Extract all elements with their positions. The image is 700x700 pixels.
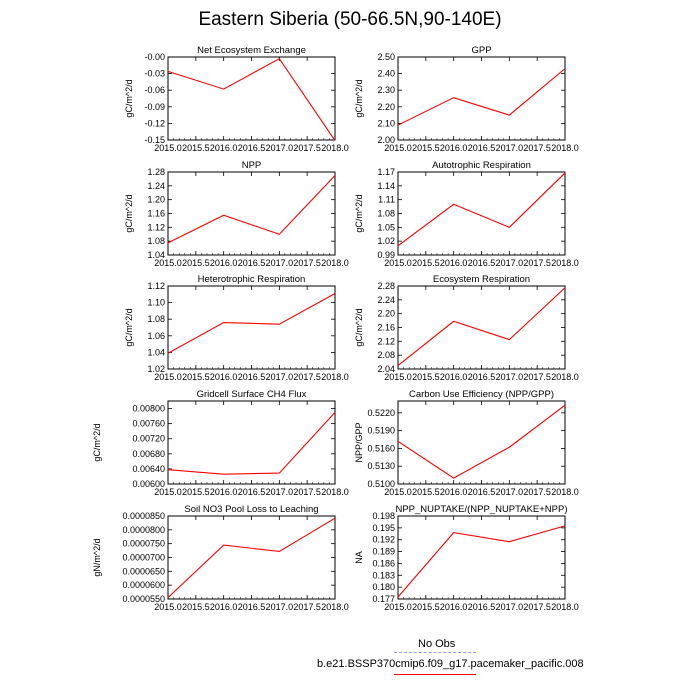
y-tick-label: 0.00760 (132, 418, 165, 429)
chart-panel-0 (124, 45, 349, 153)
chart-panel-9 (354, 504, 579, 612)
x-tick-label: 2015.5 (412, 372, 440, 382)
y-tick-label: 0.00800 (132, 403, 165, 414)
y-tick-label: -0.03 (144, 68, 165, 79)
x-tick-label: 2016.0 (209, 372, 238, 382)
y-tick-label: 1.05 (377, 222, 395, 233)
y-tick-label: 1.12 (147, 281, 165, 291)
y-tick-label: 0.177 (372, 594, 395, 604)
x-tick-label: 2017.5 (523, 487, 551, 497)
y-tick-label: 0.186 (372, 558, 395, 569)
x-tick-label: 2018.0 (551, 487, 579, 497)
x-tick-label: 2015.5 (412, 487, 440, 497)
y-axis-label: gC/m^2/d (124, 194, 134, 233)
y-tick-label: 0.180 (372, 582, 395, 593)
y-tick-label: 2.20 (377, 308, 395, 319)
x-tick-label: 2015.0 (384, 258, 412, 268)
chart-panel-3 (354, 160, 579, 268)
x-tick-label: 2015.0 (384, 372, 412, 382)
x-tick-label: 2015.0 (154, 258, 182, 268)
y-tick-label: 0.195 (372, 522, 395, 533)
y-tick-label: 2.04 (377, 364, 395, 374)
y-tick-label: 1.12 (147, 222, 165, 233)
y-tick-label: -0.09 (144, 101, 165, 112)
x-tick-label: 2016.5 (237, 258, 266, 268)
x-tick-label: 2017.5 (293, 143, 321, 153)
y-axis-label: gN/m^2/d (92, 538, 102, 577)
plot-frame (398, 57, 565, 140)
x-tick-label: 2017.5 (293, 372, 321, 382)
plot-frame (398, 172, 565, 255)
y-tick-label: 0.5160 (367, 443, 395, 454)
chart-panel-4 (124, 274, 349, 382)
plot-frame (168, 172, 335, 255)
panel-title: Ecosystem Respiration (432, 274, 531, 285)
chart-panel-8 (92, 504, 349, 612)
series-line (168, 175, 335, 242)
y-axis-label: gC/m^2/d (354, 194, 364, 233)
y-tick-label: 2.30 (377, 85, 395, 96)
x-tick-label: 2015.5 (182, 143, 210, 153)
y-tick-label: 0.00720 (132, 433, 165, 444)
y-axis-label: NA (354, 551, 364, 564)
y-axis-label: gC/m^2/d (354, 308, 364, 347)
x-tick-label: 2017.5 (293, 487, 321, 497)
y-tick-label: 0.0000600 (122, 580, 165, 591)
plot-frame (398, 516, 565, 599)
x-tick-label: 2016.5 (467, 602, 496, 612)
y-tick-label: 1.08 (147, 236, 165, 247)
y-tick-label: 2.24 (377, 294, 395, 305)
series-line (398, 173, 565, 246)
y-tick-label: 0.5190 (367, 425, 395, 436)
x-tick-label: 2017.5 (523, 372, 551, 382)
x-tick-label: 2016.0 (209, 143, 238, 153)
x-tick-label: 2016.5 (237, 143, 266, 153)
x-tick-label: 2017.5 (293, 602, 321, 612)
x-tick-label: 2015.5 (182, 487, 210, 497)
x-tick-label: 2016.5 (467, 487, 496, 497)
chart-panel-5 (354, 274, 579, 382)
y-tick-label: 2.12 (377, 336, 395, 347)
y-tick-label: 1.17 (377, 167, 395, 177)
y-tick-label: 1.04 (147, 250, 165, 260)
y-axis-label: gC/m^2/d (354, 79, 364, 118)
y-tick-label: -0.12 (144, 118, 165, 129)
y-axis-label: NPP/GPP (354, 422, 364, 463)
panel-title: Gridcell Surface CH4 Flux (196, 389, 307, 400)
x-tick-label: 2018.0 (321, 143, 349, 153)
x-tick-label: 2015.5 (182, 372, 210, 382)
panel-title: Net Ecosystem Exchange (197, 45, 306, 56)
x-tick-label: 2018.0 (321, 258, 349, 268)
x-tick-label: 2015.0 (384, 143, 412, 153)
x-tick-label: 2016.5 (237, 487, 266, 497)
y-tick-label: 0.99 (377, 250, 395, 260)
panel-title: Heterotrophic Respiration (197, 274, 306, 285)
y-tick-label: 2.20 (377, 101, 395, 112)
x-tick-label: 2016.0 (439, 143, 468, 153)
y-tick-label: 0.183 (372, 570, 395, 581)
x-tick-label: 2016.5 (467, 372, 496, 382)
x-tick-label: 2017.0 (265, 487, 294, 497)
x-tick-label: 2018.0 (321, 372, 349, 382)
y-tick-label: 2.40 (377, 68, 395, 79)
x-tick-label: 2015.0 (154, 372, 182, 382)
y-tick-label: -0.00 (144, 52, 165, 62)
y-tick-label: 1.02 (147, 364, 165, 374)
chart-panel-7 (354, 389, 579, 497)
series-line (398, 69, 565, 125)
y-tick-label: 2.08 (377, 350, 395, 361)
series-line (398, 526, 565, 597)
panel-title: NPP (241, 160, 262, 171)
x-tick-label: 2015.5 (182, 602, 210, 612)
y-tick-label: 0.00640 (132, 463, 165, 474)
series-line (398, 288, 565, 366)
y-tick-label: 0.00680 (132, 448, 165, 459)
y-tick-label: 0.0000750 (122, 538, 165, 549)
x-tick-label: 2017.0 (265, 372, 294, 382)
y-axis-label: gC/m^2/d (124, 79, 134, 118)
y-tick-label: 0.192 (372, 534, 395, 545)
plot-frame (168, 286, 335, 369)
y-tick-label: 1.20 (147, 194, 165, 205)
y-tick-label: 1.28 (147, 167, 165, 177)
x-tick-label: 2017.0 (495, 487, 524, 497)
x-tick-label: 2016.0 (209, 602, 238, 612)
chart-panel-1 (354, 45, 579, 153)
x-tick-label: 2017.5 (523, 602, 551, 612)
y-tick-label: -0.06 (144, 85, 165, 96)
x-tick-label: 2017.5 (523, 143, 551, 153)
y-tick-label: 0.0000850 (122, 511, 165, 521)
x-tick-label: 2017.0 (495, 258, 524, 268)
x-tick-label: 2017.0 (265, 602, 294, 612)
x-tick-label: 2017.0 (495, 602, 524, 612)
x-tick-label: 2018.0 (551, 372, 579, 382)
panel-title: Soil NO3 Pool Loss to Leaching (184, 504, 319, 515)
x-tick-label: 2018.0 (321, 602, 349, 612)
x-tick-label: 2017.5 (523, 258, 551, 268)
y-tick-label: 2.50 (377, 52, 395, 62)
panel-title: GPP (471, 45, 492, 56)
chart-panel-6 (92, 389, 349, 497)
plot-frame (398, 286, 565, 369)
x-tick-label: 2017.5 (293, 258, 321, 268)
x-tick-label: 2017.0 (495, 372, 524, 382)
y-tick-label: 1.08 (377, 208, 395, 219)
x-tick-label: 2016.0 (439, 602, 468, 612)
x-tick-label: 2016.5 (237, 602, 266, 612)
y-tick-label: 1.10 (147, 297, 165, 308)
series-line (168, 412, 335, 474)
y-tick-label: 2.10 (377, 118, 395, 129)
y-tick-label: 0.00600 (132, 479, 165, 489)
y-tick-label: 1.11 (378, 194, 395, 205)
x-tick-label: 2018.0 (551, 602, 579, 612)
chart-panel-2 (124, 160, 349, 268)
y-tick-label: 1.06 (147, 330, 165, 341)
y-tick-label: 1.16 (147, 208, 165, 219)
page-title: Eastern Siberia (50-66.5N,90-140E) (198, 9, 502, 30)
x-tick-label: 2016.5 (467, 143, 496, 153)
x-tick-label: 2016.0 (439, 258, 468, 268)
y-tick-label: -0.15 (144, 135, 165, 145)
plot-frame (398, 401, 565, 484)
y-tick-label: 1.02 (377, 236, 395, 247)
y-tick-label: 0.5100 (367, 479, 395, 489)
y-axis-label: gC/m^2/d (124, 308, 134, 347)
y-tick-label: 1.14 (377, 180, 395, 191)
series-line (168, 293, 335, 353)
x-tick-label: 2015.0 (384, 487, 412, 497)
x-tick-label: 2015.5 (412, 602, 440, 612)
series-line (168, 518, 335, 597)
plot-frame (168, 516, 335, 599)
x-tick-label: 2016.0 (209, 487, 238, 497)
x-tick-label: 2016.0 (439, 372, 468, 382)
y-tick-label: 0.189 (372, 546, 395, 557)
x-tick-label: 2015.0 (154, 143, 182, 153)
y-tick-label: 0.0000650 (122, 566, 165, 577)
x-tick-label: 2016.5 (467, 258, 496, 268)
plot-frame (168, 57, 335, 140)
y-tick-label: 1.08 (147, 314, 165, 325)
y-tick-label: 2.00 (377, 135, 395, 145)
x-tick-label: 2015.5 (182, 258, 210, 268)
y-tick-label: 0.198 (372, 511, 395, 521)
y-tick-label: 0.0000550 (122, 594, 165, 604)
x-tick-label: 2015.5 (412, 143, 440, 153)
y-tick-label: 1.24 (147, 180, 165, 191)
y-tick-label: 0.5130 (367, 461, 395, 472)
x-tick-label: 2015.0 (154, 602, 182, 612)
panel-title: Carbon Use Efficiency (NPP/GPP) (408, 389, 555, 400)
x-tick-label: 2017.0 (495, 143, 524, 153)
panel-title: NPP_NUPTAKE/(NPP_NUPTAKE+NPP) (395, 504, 568, 515)
y-tick-label: 0.0000800 (122, 524, 165, 535)
x-tick-label: 2016.5 (237, 372, 266, 382)
y-tick-label: 1.04 (147, 347, 165, 358)
x-tick-label: 2016.0 (209, 258, 238, 268)
x-tick-label: 2015.5 (412, 258, 440, 268)
y-tick-label: 2.16 (377, 322, 395, 333)
legend-label-obs: No Obs (418, 638, 456, 650)
x-tick-label: 2016.0 (439, 487, 468, 497)
x-tick-label: 2018.0 (321, 487, 349, 497)
y-tick-label: 2.28 (377, 281, 395, 291)
series-line (398, 405, 565, 478)
x-tick-label: 2015.0 (154, 487, 182, 497)
panel-title: Autotrophic Respiration (432, 160, 531, 171)
series-line (168, 59, 335, 141)
x-tick-label: 2017.0 (265, 143, 294, 153)
x-tick-label: 2018.0 (551, 143, 579, 153)
x-tick-label: 2018.0 (551, 258, 579, 268)
y-axis-label: gC/m^2/d (92, 423, 102, 462)
x-tick-label: 2017.0 (265, 258, 294, 268)
y-tick-label: 0.5220 (367, 407, 395, 418)
legend-label-model: b.e21.BSSP370cmip6.f09_g17.pacemaker_pacific.008 (317, 658, 584, 670)
y-tick-label: 0.0000700 (122, 552, 165, 563)
x-tick-label: 2015.0 (384, 602, 412, 612)
